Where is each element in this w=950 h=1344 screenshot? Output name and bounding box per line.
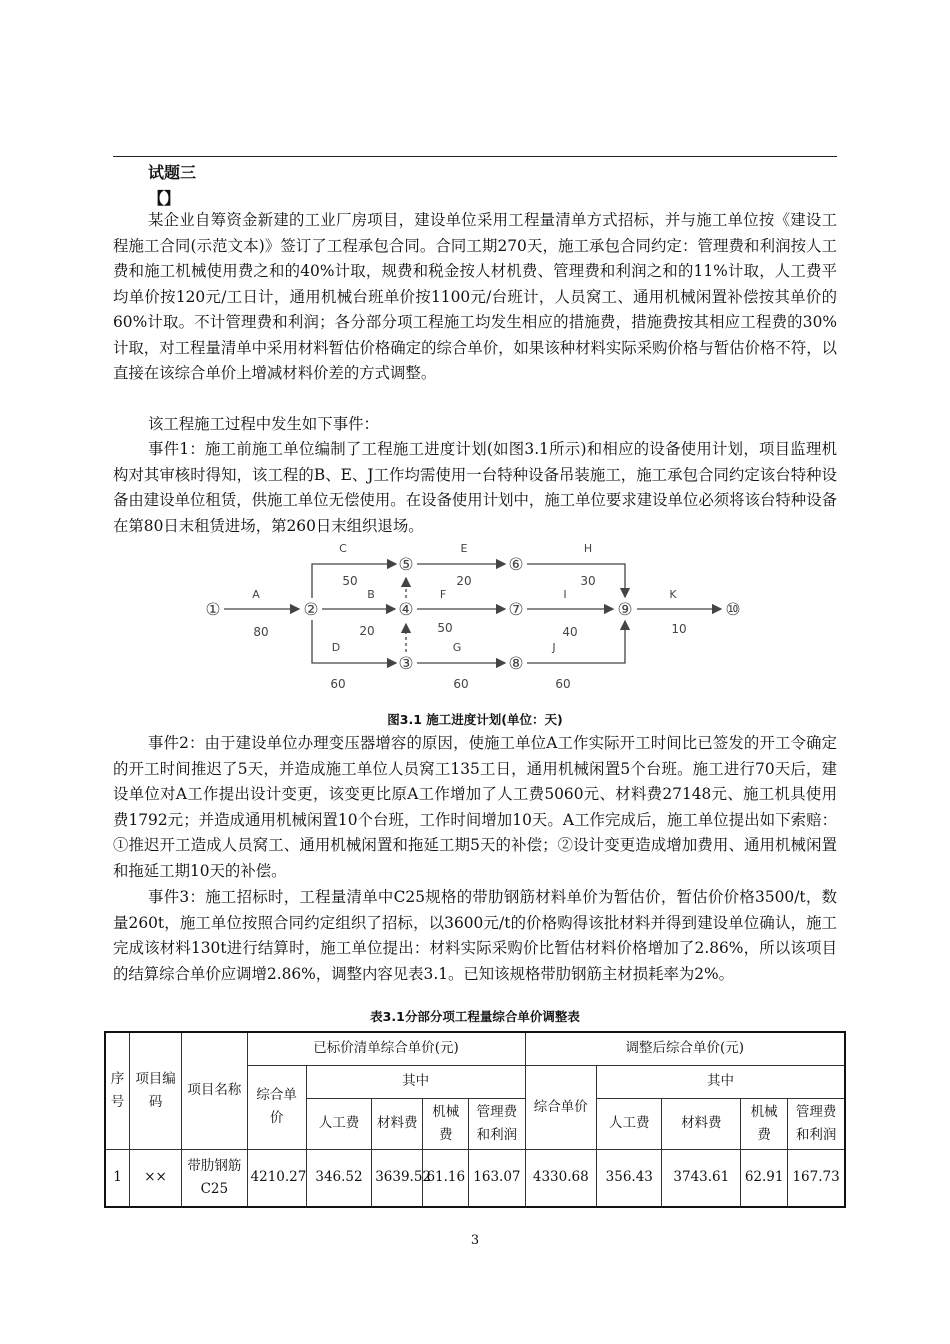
duration-k: 10 [671, 622, 687, 636]
header-seq: 序号 [105, 1032, 130, 1149]
activity-label-b: B [367, 588, 375, 601]
node-4: ④ [398, 600, 414, 620]
header-orig-material: 材料费 [372, 1098, 423, 1149]
cell-orig-machine: 61.16 [423, 1149, 469, 1207]
duration-g: 60 [453, 677, 469, 691]
duration-i: 40 [562, 625, 578, 639]
cell-orig-mgmt: 163.07 [469, 1149, 525, 1207]
activity-label-f: F [439, 588, 447, 601]
header-name: 项目名称 [182, 1032, 247, 1149]
activity-label-d: D [331, 641, 341, 654]
header-orig-machine: 机械费 [423, 1098, 469, 1149]
paragraph-events-intro: 该工程施工过程中发生如下事件： [148, 415, 379, 433]
unit-price-adjustment-table [104, 1031, 846, 1208]
cell-adj-material: 3743.61 [662, 1149, 741, 1207]
activity-arrow-h [527, 564, 625, 597]
duration-j: 60 [555, 677, 571, 691]
section-title: 试题三 [148, 163, 197, 182]
activity-arrow-d [312, 620, 396, 663]
duration-c: 50 [342, 574, 358, 588]
cell-seq: 1 [105, 1149, 130, 1207]
node-8: ⑧ [508, 654, 524, 674]
cell-adj-unit: 4330.68 [525, 1149, 597, 1207]
activity-label-k: K [669, 588, 677, 601]
node-2: ② [303, 600, 319, 620]
header-adj-machine: 机械费 [741, 1098, 788, 1149]
duration-f: 50 [437, 621, 453, 635]
header-orig-labor: 人工费 [306, 1098, 371, 1149]
duration-e: 20 [456, 574, 472, 588]
activity-label-c: C [339, 542, 347, 555]
node-6: ⑥ [508, 555, 524, 575]
cell-adj-machine: 62.91 [741, 1149, 788, 1207]
node-3: ③ [398, 654, 414, 674]
header-adj-material: 材料费 [662, 1098, 741, 1149]
header-orig-mgmt: 管理费和利润 [469, 1098, 525, 1149]
table-caption: 表3.1分部分项工程量综合单价调整表 [370, 1009, 580, 1024]
node-1: ① [205, 600, 221, 620]
paragraph-event-2: 事件2：由于建设单位办理变压器增容的原因，使施工单位A工作实际开工时间比已签发的开工令确定的开工时间推迟了5天，并造成施工单位人员窝工135工日，通用机械闲置5个台班。施工进行70天后，建设单位对A工作提出设计变更，该变更比原A工作增加了人工费5060元、材料费27148元、施工机具使用费1792元；并造成通用机械闲置10个台班，工作时间增加10天。A工作完成后，施工单位提出如下索赔：①推迟开工造成人员窝工、通用机械闲置和拖延工期5天的补偿；②设计变更造成增加费用、通用机械闲置和拖延工期10天的补偿。 [113, 734, 837, 880]
paragraph-intro: 某企业自筹资金新建的工业厂房项目，建设单位采用工程量清单方式招标，并与施工单位按《建设工程施工合同(示范文本)》签订了工程承包合同。合同工期270天，施工承包合同约定：管理费和利润按人工费和施工机械使用费之和的40%计取，规费和税金按人材机费、管理费和利润之和的11%计取，人工费平均单价按120元/工日计，通用机械台班单价按1100元/台班计，人员窝工、通用机械闲置补偿按其单价的60%计取。不计管理费和利润；各分部分项工程施工均发生相应的措施费，措施费按其相应工程费的30%计取，对工程量清单中采用材料暂估价格确定的综合单价，如果该种材料实际采购价格与暂估价格不符，以直接在该综合单价上增减材料价差的方式调整。 [113, 211, 837, 382]
cell-orig-material: 3639.52 [372, 1149, 423, 1207]
activity-label-e: E [460, 542, 468, 555]
figure-caption: 图3.1 施工进度计划(单位：天) [387, 712, 563, 727]
paragraph-event-1: 事件1：施工前施工单位编制了工程施工进度计划(如图3.1所示)和相应的设备使用计划，项目监理机构对其审核时得知，该工程的B、E、J工作均需使用一台特种设备吊装施工，施工承包合同约定该台特种设备由建设单位租赁，供施工单位无偿使用。在设备使用计划中，施工单位要求建设单位必须将该台特种设备在第80日末租赁进场，第260日末组织退场。 [113, 440, 837, 535]
header-rule [113, 156, 837, 157]
page-number: 3 [470, 1233, 480, 1248]
activity-label-g: G [452, 641, 462, 654]
bracket-title: 【】 [148, 189, 181, 208]
header-code: 项目编码 [130, 1032, 182, 1149]
node-7: ⑦ [508, 600, 524, 620]
duration-a: 80 [253, 625, 269, 639]
schedule-network-diagram [195, 535, 755, 700]
header-orig-among: 其中 [306, 1065, 525, 1098]
cell-adj-mgmt: 167.73 [788, 1149, 845, 1207]
header-adj-labor: 人工费 [597, 1098, 662, 1149]
header-orig-unit-price: 综合单价 [247, 1065, 306, 1149]
activity-label-h: H [583, 542, 593, 555]
paragraph-event-3: 事件3：施工招标时，工程量清单中C25规格的带肋钢筋材料单价为暂估价，暂估价价格3500/t，数量260t，施工单位按照合同约定组织了招标，以3600元/t的价格购得该批材料并得到建设单位确认，施工完成该材料130t进行结算时，施工单位提出：材料实际采购价比暂估材料价格增加了2.86%，所以该项目的结算综合单价应调增2.86%，调整内容见表3.1。已知该规格带肋钢筋主材损耗率为2%。 [113, 888, 837, 983]
cell-orig-labor: 346.52 [306, 1149, 371, 1207]
header-group-original: 已标价清单综合单价(元) [247, 1032, 525, 1065]
node-5: ⑤ [398, 555, 414, 575]
duration-d: 60 [330, 677, 346, 691]
header-group-adjusted: 调整后综合单价(元) [525, 1032, 845, 1065]
cell-code: ×× [130, 1149, 182, 1207]
cell-adj-labor: 356.43 [597, 1149, 662, 1207]
header-adj-mgmt: 管理费和利润 [788, 1098, 845, 1149]
table-row [105, 1149, 845, 1207]
cell-orig-unit: 4210.27 [247, 1149, 306, 1207]
header-adj-among: 其中 [597, 1065, 845, 1098]
activity-label-a: A [252, 588, 260, 601]
duration-h: 30 [580, 574, 596, 588]
activity-label-i: I [563, 588, 567, 601]
node-9: ⑨ [617, 600, 633, 620]
node-10: ⑩ [725, 600, 741, 620]
cell-name: 带肋钢筋C25 [182, 1149, 247, 1207]
duration-b: 20 [359, 624, 375, 638]
activity-label-j: J [552, 641, 556, 654]
header-adj-unit-price: 综合单价 [525, 1065, 597, 1149]
